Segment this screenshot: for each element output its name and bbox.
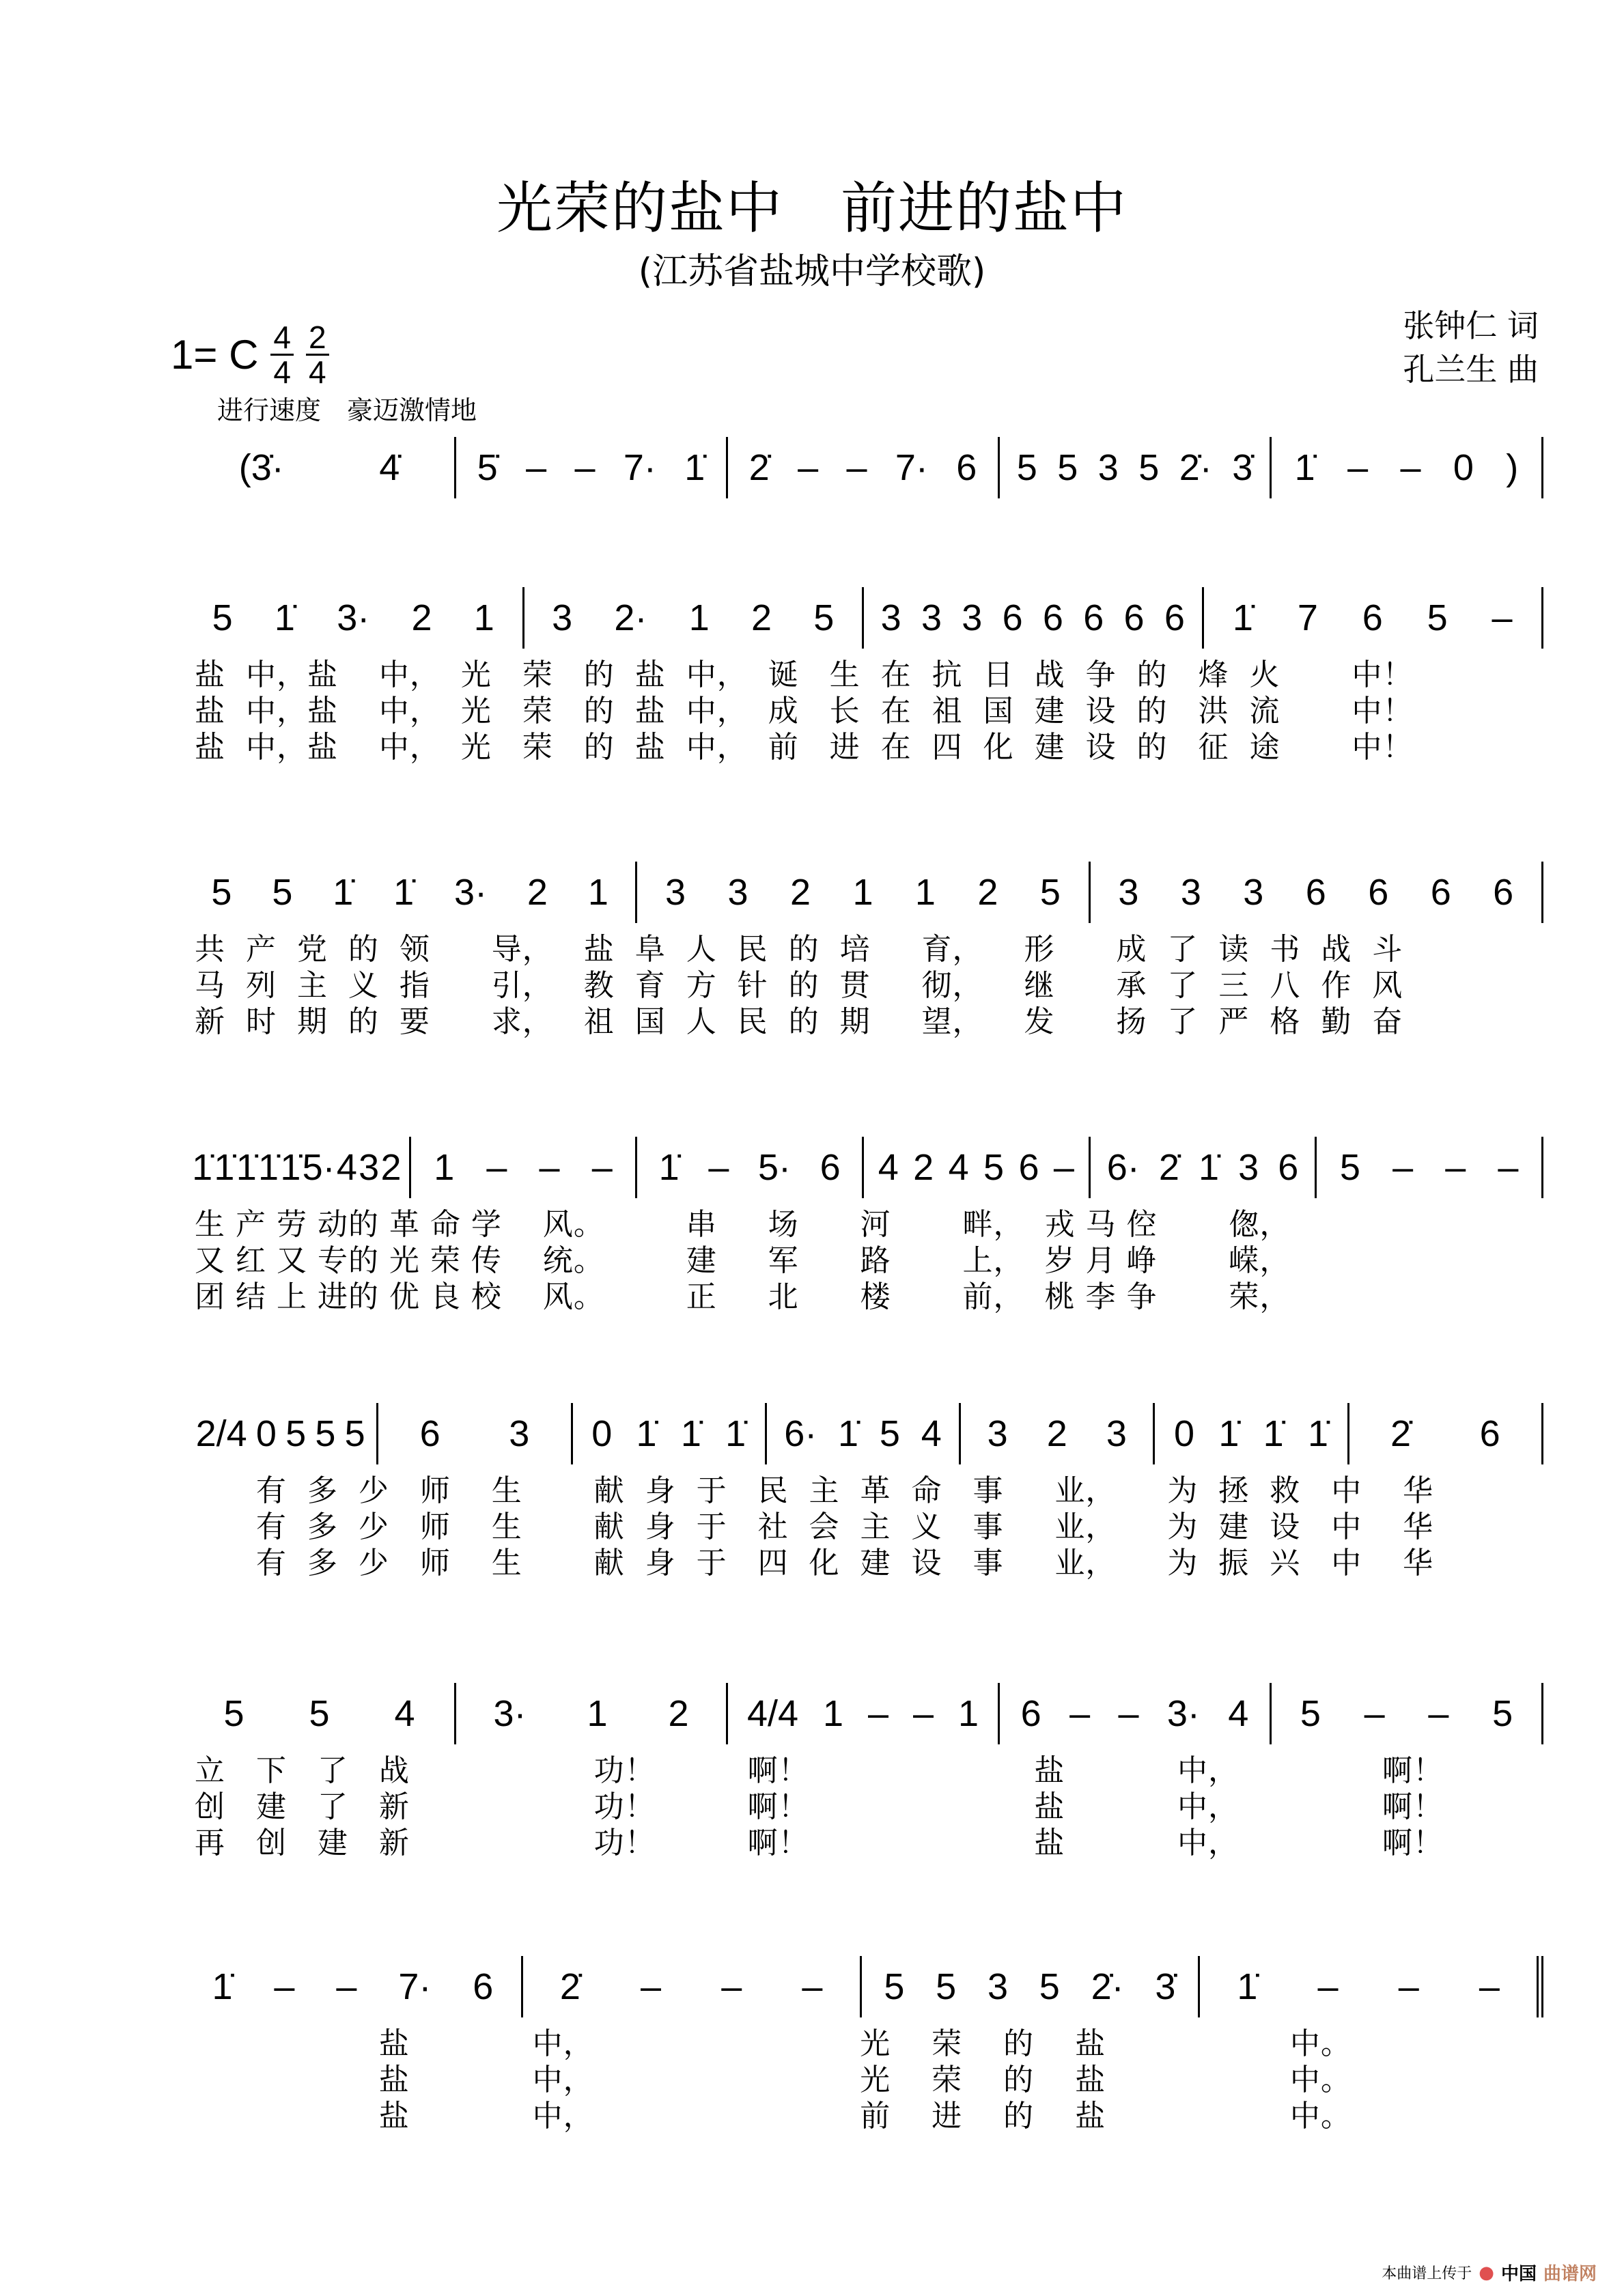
measure: [728, 437, 1000, 498]
lyric-line: 又 红 又 专的 光 荣 传 统。 建 军 路 上， 岁 月 峥 嵘，: [195, 1243, 1291, 1278]
footer-text: 本曲谱上传于: [1382, 2265, 1472, 2282]
note: –: [1492, 597, 1513, 638]
note: 1̇: [393, 872, 415, 913]
note: 0: [1174, 1413, 1195, 1454]
lyric-line: 立 下 了 战 功！ 啊！ 盐 中， 啊！: [195, 1753, 1444, 1788]
note: 6: [956, 447, 977, 488]
note: 3: [987, 1413, 1008, 1454]
measure: [1317, 1137, 1543, 1198]
note: 2: [789, 872, 811, 913]
note: –: [526, 447, 547, 488]
note: 7·: [398, 1966, 432, 2007]
note: 6: [1020, 1693, 1041, 1734]
note: 3: [1243, 872, 1264, 913]
note: 1̇: [725, 1413, 746, 1454]
note: 6·: [784, 1413, 817, 1454]
logo-text-a: 中国: [1500, 2264, 1537, 2284]
note: 3: [880, 597, 901, 638]
note: 3: [1097, 447, 1119, 488]
measure: [411, 1137, 638, 1198]
note: 1̇: [636, 1413, 657, 1454]
note: 5: [1016, 447, 1037, 488]
measure: [728, 1683, 1000, 1744]
lyric-line: 有 多 少 师 生 献 身 于 社 会 主 义 事 业， 为 建 设 中 华: [195, 1510, 1434, 1544]
measure: [767, 1403, 961, 1464]
note: 1̇: [212, 1966, 233, 2007]
note: 3: [921, 597, 942, 638]
note: 5: [1039, 872, 1061, 913]
note: 4: [878, 1147, 899, 1188]
measure: [961, 1403, 1155, 1464]
key-label: 1= C: [171, 332, 259, 378]
note: 6: [1493, 872, 1514, 913]
note: ): [1506, 447, 1519, 488]
note: 1: [434, 1147, 455, 1188]
note: –: [1317, 1966, 1339, 2007]
time2-den: 4: [309, 354, 326, 390]
note: 5: [223, 1693, 244, 1734]
measure: [862, 1956, 1201, 2017]
key-signature: [171, 321, 329, 388]
note: 0: [1453, 447, 1474, 488]
note: 6: [1362, 597, 1383, 638]
note: 1: [587, 1693, 608, 1734]
note: 1̇: [1232, 597, 1253, 638]
note: 1: [957, 1693, 979, 1734]
note: 5: [813, 597, 835, 638]
note: –: [1118, 1693, 1139, 1734]
note: 2̇: [1390, 1413, 1412, 1454]
note: –: [641, 1966, 662, 2007]
lyric-line: 新 时 期 的 要 求， 祖 国 人 民 的 期 望， 发 扬 了 严 格 勤 奋: [195, 1004, 1403, 1039]
note: –: [486, 1147, 507, 1188]
note: 6: [473, 1966, 494, 2007]
measure: [1272, 437, 1543, 498]
note: 2: [411, 597, 432, 638]
note: 3: [359, 1147, 380, 1188]
note: 3̇: [1155, 1966, 1176, 2007]
note: –: [708, 1147, 729, 1188]
measure: [378, 1403, 572, 1464]
note: 3: [552, 597, 573, 638]
measure: [524, 587, 865, 649]
time1-num: 4: [270, 321, 294, 356]
note: –: [798, 447, 819, 488]
lyric-line: 盐 中，盐 中， 光 荣 的 盐 中， 前 进 在 四 化 建 设 的 征 途 中！: [195, 730, 1414, 765]
note: 5: [1138, 447, 1160, 488]
note: 3: [665, 872, 686, 913]
note: 7·: [623, 447, 656, 488]
note: 1̇: [258, 1147, 279, 1188]
note: 4/4: [746, 1693, 799, 1734]
logo-icon: ●: [1479, 2262, 1494, 2283]
note: 1: [688, 597, 710, 638]
notation-system: [184, 437, 1543, 498]
note: 3: [727, 872, 748, 913]
lyric-line: 生 产 劳 动的 革 命 学 风。 串 场 河 畔， 戎 马 倥 偬，: [195, 1207, 1291, 1242]
time1-den: 4: [273, 354, 292, 390]
note: 0: [255, 1413, 277, 1454]
note: 5: [285, 1413, 307, 1454]
note: 6: [1123, 597, 1145, 638]
note: 1: [587, 872, 608, 913]
note: 2: [668, 1693, 689, 1734]
song-title: 光荣的盐中 前进的盐中: [496, 176, 1128, 241]
note: 6: [1368, 872, 1389, 913]
note: 3: [1118, 872, 1139, 913]
measure: [1091, 1137, 1317, 1198]
note: 1̇: [1294, 447, 1315, 488]
lyric-line: 创 建 了 新 功！ 啊！ 盐 中， 啊！: [195, 1789, 1444, 1824]
note: –: [1428, 1693, 1449, 1734]
notation-system: [184, 1683, 1543, 1744]
note: 5: [1057, 447, 1078, 488]
note: 5: [983, 1147, 1005, 1188]
note: 5: [1339, 1147, 1360, 1188]
note: 3̇: [1232, 447, 1253, 488]
footer: [1382, 2260, 1597, 2285]
lyric-line: 马 列 主 义 指 引， 教 育 方 针 的 贯 彻， 继 承 了 三 八 作 风: [195, 968, 1403, 1003]
note: 1: [914, 872, 936, 913]
note: 2̇·: [1091, 1966, 1124, 2007]
note: 3·: [337, 597, 370, 638]
lyric-line: 有 多 少 师 生 献 身 于 民 主 革 命 事 业， 为 拯 救 中 华: [195, 1473, 1434, 1508]
note: 1̇: [1263, 1413, 1284, 1454]
credits: [1403, 304, 1539, 391]
note: 5: [344, 1413, 365, 1454]
notation-system: [184, 1956, 1543, 2017]
lyric-line: 有 多 少 师 生 献 身 于 四 化 建 设 事 业， 为 振 兴 中 华: [195, 1546, 1434, 1581]
tempo-marking: 进行速度 豪迈激情地: [217, 395, 477, 425]
note: 4: [948, 1147, 969, 1188]
note: 1̇: [274, 597, 295, 638]
time-signature-2: [306, 321, 329, 388]
note: –: [846, 447, 867, 488]
lyric-line: 再 创 建 新 功！ 啊！ 盐 中， 啊！: [195, 1826, 1444, 1860]
note: 5: [211, 872, 232, 913]
lyric-line: 团 结 上 进的 优 良 校 风。 正 北 楼 前， 桃 李 争 荣，: [195, 1279, 1291, 1314]
note: 2̇·: [1179, 447, 1212, 488]
note: 0: [591, 1413, 613, 1454]
note: –: [1445, 1147, 1466, 1188]
measure: [184, 1403, 378, 1464]
measure: [1349, 1403, 1543, 1464]
lyricist: 张钟仁 词: [1403, 307, 1539, 344]
note: 1̇: [838, 1413, 859, 1454]
note: –: [1069, 1693, 1091, 1734]
note: 1̇: [1198, 1147, 1220, 1188]
note: 6: [1042, 597, 1063, 638]
measure: [184, 1683, 456, 1744]
note: –: [574, 447, 596, 488]
measure: [1155, 1403, 1349, 1464]
measure: [523, 1956, 862, 2017]
note: –: [721, 1966, 742, 2007]
lyric-line: 盐 中，盐 中， 光 荣 的 盐 中， 诞 生 在 抗 日 战 争 的 烽 火 中！: [195, 657, 1414, 692]
lyric-line: 盐 中，盐 中， 光 荣 的 盐 中， 成 长 在 祖 国 建 设 的 洪 流 中！: [195, 694, 1414, 728]
note: 5: [212, 597, 233, 638]
measure: [1272, 1683, 1543, 1744]
note: –: [1392, 1147, 1414, 1188]
note: –: [802, 1966, 823, 2007]
note: –: [274, 1966, 295, 2007]
note: 2̇: [1158, 1147, 1179, 1188]
measure: [864, 587, 1204, 649]
note: 5·: [302, 1147, 335, 1188]
measure: [637, 1137, 864, 1198]
note: 1̇: [1307, 1413, 1329, 1454]
note: 3·: [454, 872, 488, 913]
note: 5·: [758, 1147, 792, 1188]
measure: [573, 1403, 767, 1464]
note: 6: [1164, 597, 1185, 638]
note: 3·: [493, 1693, 527, 1734]
note: 4: [921, 1413, 942, 1454]
note: 3: [1238, 1147, 1259, 1188]
note: 2/4: [195, 1413, 247, 1454]
note: 5: [1492, 1693, 1513, 1734]
note: 2̇: [748, 447, 770, 488]
note: 6: [1278, 1147, 1299, 1188]
note: –: [912, 1693, 934, 1734]
measure: [184, 587, 524, 649]
note: 6: [1479, 1413, 1500, 1454]
time2-num: 2: [306, 321, 329, 356]
notation-system: [184, 862, 1543, 923]
note: 3: [509, 1413, 530, 1454]
note: (3̇·: [238, 447, 284, 488]
note: 4̇: [379, 447, 400, 488]
note: 5: [1300, 1693, 1321, 1734]
note: 6: [419, 1413, 440, 1454]
note: 5: [936, 1966, 957, 2007]
note: 3: [1106, 1413, 1127, 1454]
note: 4: [394, 1693, 415, 1734]
note: 2: [913, 1147, 934, 1188]
notation-system: [184, 1403, 1543, 1464]
note: 2: [751, 597, 772, 638]
measure: [1000, 1683, 1272, 1744]
measure: [184, 1956, 523, 2017]
note: 2: [527, 872, 548, 913]
measure: [184, 862, 637, 923]
notation-system: [184, 1137, 1543, 1198]
note: 1̇: [658, 1147, 680, 1188]
measure: [864, 1137, 1091, 1198]
lyric-line: 共 产 党 的 领 导， 盐 阜 人 民 的 培 育， 形 成 了 读 书 战 斗: [195, 932, 1403, 967]
note: 2: [977, 872, 998, 913]
measure: [1200, 1956, 1543, 2017]
measure: [184, 1137, 411, 1198]
lyric-line: 盐 中， 光 荣 的 盐 中。: [195, 2026, 1352, 2061]
note: 1: [822, 1693, 844, 1734]
note: 7: [1297, 597, 1318, 638]
lyric-line: 盐 中， 前 进 的 盐 中。: [195, 2099, 1352, 2134]
note: 6: [1430, 872, 1451, 913]
note: 5̇: [477, 447, 498, 488]
note: 1̇: [192, 1147, 213, 1188]
note: –: [1398, 1966, 1419, 2007]
note: –: [1053, 1147, 1074, 1188]
note: 1̇: [214, 1147, 235, 1188]
note: 6·: [1106, 1147, 1140, 1188]
time-signature-1: [270, 321, 294, 388]
note: 1̇: [236, 1147, 257, 1188]
note: 3: [962, 597, 983, 638]
note: 5: [879, 1413, 900, 1454]
note: 7·: [895, 447, 928, 488]
notation-system: [184, 587, 1543, 649]
note: 4: [1228, 1693, 1249, 1734]
note: 1: [473, 597, 494, 638]
note: 4: [336, 1147, 357, 1188]
note: 1̇: [333, 872, 354, 913]
note: 5: [315, 1413, 336, 1454]
note: 6: [820, 1147, 841, 1188]
note: 5: [272, 872, 293, 913]
note: 2: [380, 1147, 402, 1188]
note: –: [1479, 1966, 1500, 2007]
note: 5: [1427, 597, 1448, 638]
measure: [456, 437, 728, 498]
note: 3·: [1166, 1693, 1200, 1734]
note: –: [1400, 447, 1421, 488]
note: 6: [1083, 597, 1104, 638]
note: 1̇: [280, 1147, 301, 1188]
measure: [456, 1683, 728, 1744]
note: 1: [852, 872, 873, 913]
composer: 孔兰生 曲: [1403, 351, 1539, 388]
note: –: [336, 1966, 357, 2007]
note: 5: [309, 1693, 330, 1734]
note: –: [591, 1147, 613, 1188]
lyric-line: 盐 中， 光 荣 的 盐 中。: [195, 2063, 1352, 2097]
note: –: [1498, 1147, 1519, 1188]
measure: [1000, 437, 1272, 498]
note: –: [1347, 447, 1369, 488]
note: 1̇: [680, 1413, 701, 1454]
note: –: [867, 1693, 889, 1734]
note: 6: [1305, 872, 1326, 913]
note: 1̇: [684, 447, 705, 488]
note: 1̇: [1218, 1413, 1240, 1454]
song-subtitle: (江苏省盐城中学校歌): [638, 251, 986, 292]
note: 3: [987, 1966, 1009, 2007]
note: 1̇: [1237, 1966, 1258, 2007]
note: –: [539, 1147, 560, 1188]
note: 2: [1046, 1413, 1067, 1454]
measure: [1204, 587, 1544, 649]
note: 6: [1002, 597, 1023, 638]
measure: [1091, 862, 1543, 923]
note: 6: [1018, 1147, 1039, 1188]
note: –: [1364, 1693, 1385, 1734]
note: 2·: [614, 597, 647, 638]
note: 3: [1180, 872, 1201, 913]
note: 5: [884, 1966, 905, 2007]
note: 2̇: [559, 1966, 580, 2007]
note: 5: [1039, 1966, 1060, 2007]
measure: [184, 437, 456, 498]
logo-text-b: 曲谱网: [1543, 2264, 1597, 2284]
measure: [637, 862, 1090, 923]
